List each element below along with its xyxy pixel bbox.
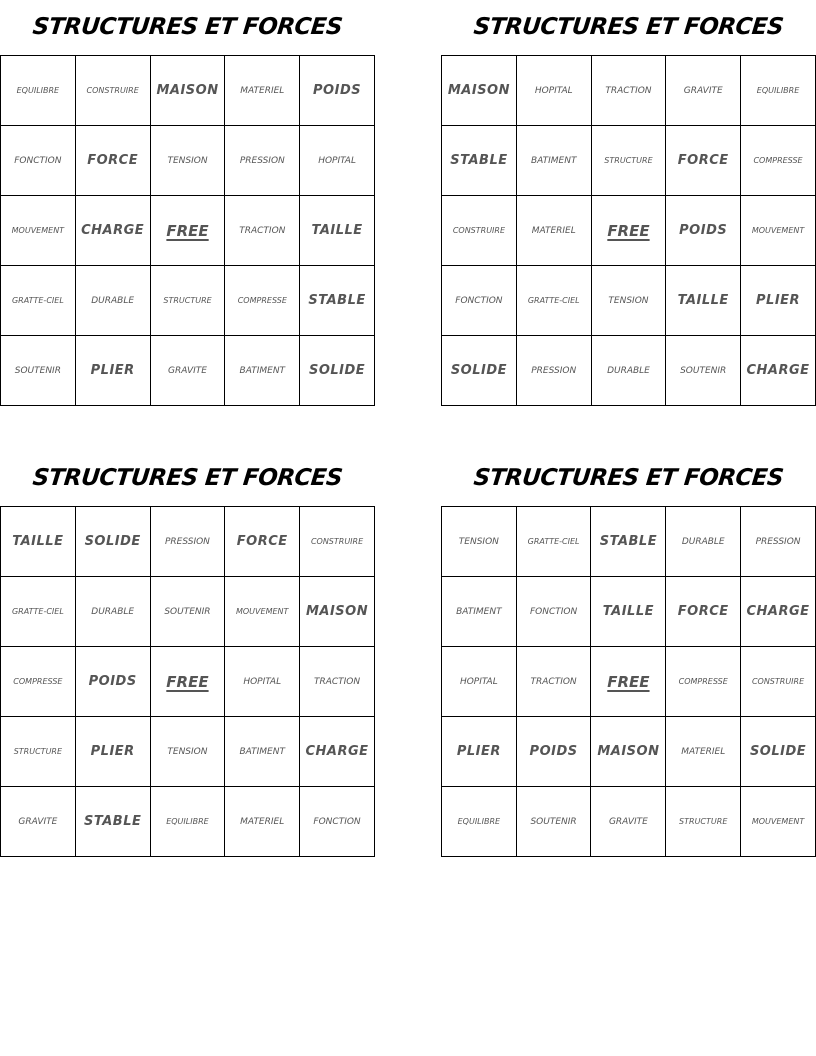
bingo-cell: CHARGE (300, 717, 375, 787)
bingo-cell: SOUTENIR (516, 787, 591, 857)
bingo-cell: FORCE (225, 507, 300, 577)
bingo-cell: POIDS (516, 717, 591, 787)
bingo-cell: POIDS (300, 56, 375, 126)
bingo-cell: PRESSION (741, 507, 816, 577)
bingo-cell: PRESSION (225, 126, 300, 196)
bingo-cell: MAISON (150, 56, 225, 126)
bingo-cell: CHARGE (741, 336, 816, 406)
bingo-cell: COMPRESSE (1, 647, 76, 717)
bingo-cell: POIDS (75, 647, 150, 717)
free-cell: FREE (591, 196, 666, 266)
bingo-cell: MOUVEMENT (741, 787, 816, 857)
bingo-cell: TRACTION (591, 56, 666, 126)
card-title: STRUCTURES ET FORCES (31, 465, 344, 491)
bingo-cell: SOUTENIR (1, 336, 76, 406)
grid-row (1, 126, 375, 196)
bingo-cell: SOLIDE (300, 336, 375, 406)
grid-row (1, 787, 375, 857)
bingo-cell: MATERIEL (516, 196, 591, 266)
grid-row (442, 787, 816, 857)
bingo-cell: BATIMENT (225, 336, 300, 406)
bingo-cell: CHARGE (75, 196, 150, 266)
bingo-cell: STABLE (442, 126, 517, 196)
bingo-cell: HOPITAL (516, 56, 591, 126)
bingo-cell: MAISON (300, 577, 375, 647)
bingo-cell: PLIER (75, 717, 150, 787)
bingo-cell: FONCTION (516, 577, 591, 647)
bingo-cell: FONCTION (442, 266, 517, 336)
card-title: STRUCTURES ET FORCES (31, 14, 344, 40)
grid-row (442, 56, 816, 126)
grid-row (442, 647, 816, 717)
grid-row (442, 577, 816, 647)
grid-row (1, 717, 375, 787)
bingo-cell: SOLIDE (75, 507, 150, 577)
bingo-cell: STABLE (75, 787, 150, 857)
bingo-cell: DURABLE (75, 266, 150, 336)
grid-row (442, 336, 816, 406)
bingo-cell: GRAVITE (150, 336, 225, 406)
grid-row (1, 577, 375, 647)
grid-row (442, 126, 816, 196)
bingo-cell: MATERIEL (225, 787, 300, 857)
grid-row (442, 196, 816, 266)
bingo-cell: FORCE (75, 126, 150, 196)
bingo-cell: TAILLE (591, 577, 666, 647)
bingo-cell: PRESSION (516, 336, 591, 406)
bingo-cell: FONCTION (300, 787, 375, 857)
bingo-cell: CONSTRUIRE (442, 196, 517, 266)
grid-row (1, 266, 375, 336)
grid-row (442, 507, 816, 577)
bingo-grid (441, 506, 816, 857)
bingo-grid (441, 55, 816, 406)
bingo-cell: SOLIDE (741, 717, 816, 787)
bingo-cell: COMPRESSE (225, 266, 300, 336)
bingo-cell: FONCTION (1, 126, 76, 196)
grid-row (1, 196, 375, 266)
bingo-cell: TRACTION (516, 647, 591, 717)
bingo-cell: FORCE (666, 577, 741, 647)
bingo-cell: SOUTENIR (150, 577, 225, 647)
grid-row (1, 56, 375, 126)
bingo-cell: MATERIEL (225, 56, 300, 126)
grid-row (442, 717, 816, 787)
bingo-cell: MAISON (591, 717, 666, 787)
bingo-cell: GRAVITE (1, 787, 76, 857)
bingo-cell: MAISON (442, 56, 517, 126)
bingo-cell: TAILLE (1, 507, 76, 577)
bingo-cell: DURABLE (666, 507, 741, 577)
bingo-cell: CONSTRUIRE (75, 56, 150, 126)
bingo-cell: TENSION (591, 266, 666, 336)
bingo-cell: DURABLE (75, 577, 150, 647)
free-cell: FREE (150, 196, 225, 266)
bingo-cell: HOPITAL (300, 126, 375, 196)
bingo-cell: GRAVITE (591, 787, 666, 857)
card-title: STRUCTURES ET FORCES (472, 14, 785, 40)
grid-row (1, 647, 375, 717)
bingo-cell: TAILLE (666, 266, 741, 336)
bingo-cell: FORCE (666, 126, 741, 196)
bingo-cell: EQUILIBRE (1, 56, 76, 126)
bingo-cell: TRACTION (225, 196, 300, 266)
bingo-cell: PLIER (442, 717, 517, 787)
bingo-cell: MATERIEL (666, 717, 741, 787)
grid-row (1, 507, 375, 577)
bingo-cell: COMPRESSE (666, 647, 741, 717)
bingo-cell: SOLIDE (442, 336, 517, 406)
bingo-cell: CONSTRUIRE (741, 647, 816, 717)
bingo-cell: CHARGE (741, 577, 816, 647)
bingo-cell: STRUCTURE (150, 266, 225, 336)
card-title: STRUCTURES ET FORCES (472, 465, 785, 491)
free-cell: FREE (591, 647, 666, 717)
bingo-cell: HOPITAL (225, 647, 300, 717)
bingo-cell: MOUVEMENT (741, 196, 816, 266)
bingo-cell: EQUILIBRE (442, 787, 517, 857)
bingo-cell: STABLE (300, 266, 375, 336)
bingo-cell: MOUVEMENT (225, 577, 300, 647)
bingo-cell: COMPRESSE (741, 126, 816, 196)
bingo-cell: GRATTE-CIEL (1, 577, 76, 647)
bingo-cell: MOUVEMENT (1, 196, 76, 266)
bingo-cell: SOUTENIR (666, 336, 741, 406)
bingo-cell: PLIER (75, 336, 150, 406)
bingo-cell: TENSION (442, 507, 517, 577)
bingo-cell: TAILLE (300, 196, 375, 266)
bingo-cell: GRATTE-CIEL (516, 266, 591, 336)
bingo-cell: TRACTION (300, 647, 375, 717)
bingo-grid (0, 55, 375, 406)
bingo-cell: POIDS (666, 196, 741, 266)
bingo-cell: GRATTE-CIEL (516, 507, 591, 577)
grid-row (442, 266, 816, 336)
bingo-cell: BATIMENT (516, 126, 591, 196)
bingo-cell: STRUCTURE (591, 126, 666, 196)
bingo-grid (0, 506, 375, 857)
bingo-cell: CONSTRUIRE (300, 507, 375, 577)
bingo-cell: STABLE (591, 507, 666, 577)
grid-row (1, 336, 375, 406)
bingo-cell: STRUCTURE (666, 787, 741, 857)
bingo-cell: PRESSION (150, 507, 225, 577)
bingo-cell: GRATTE-CIEL (1, 266, 76, 336)
bingo-cell: HOPITAL (442, 647, 517, 717)
bingo-cell: EQUILIBRE (741, 56, 816, 126)
bingo-cell: BATIMENT (225, 717, 300, 787)
bingo-cell: EQUILIBRE (150, 787, 225, 857)
free-cell: FREE (150, 647, 225, 717)
bingo-cell: TENSION (150, 717, 225, 787)
bingo-cell: TENSION (150, 126, 225, 196)
bingo-cell: PLIER (741, 266, 816, 336)
bingo-cell: DURABLE (591, 336, 666, 406)
bingo-cell: BATIMENT (442, 577, 517, 647)
bingo-cell: STRUCTURE (1, 717, 76, 787)
bingo-cell: GRAVITE (666, 56, 741, 126)
